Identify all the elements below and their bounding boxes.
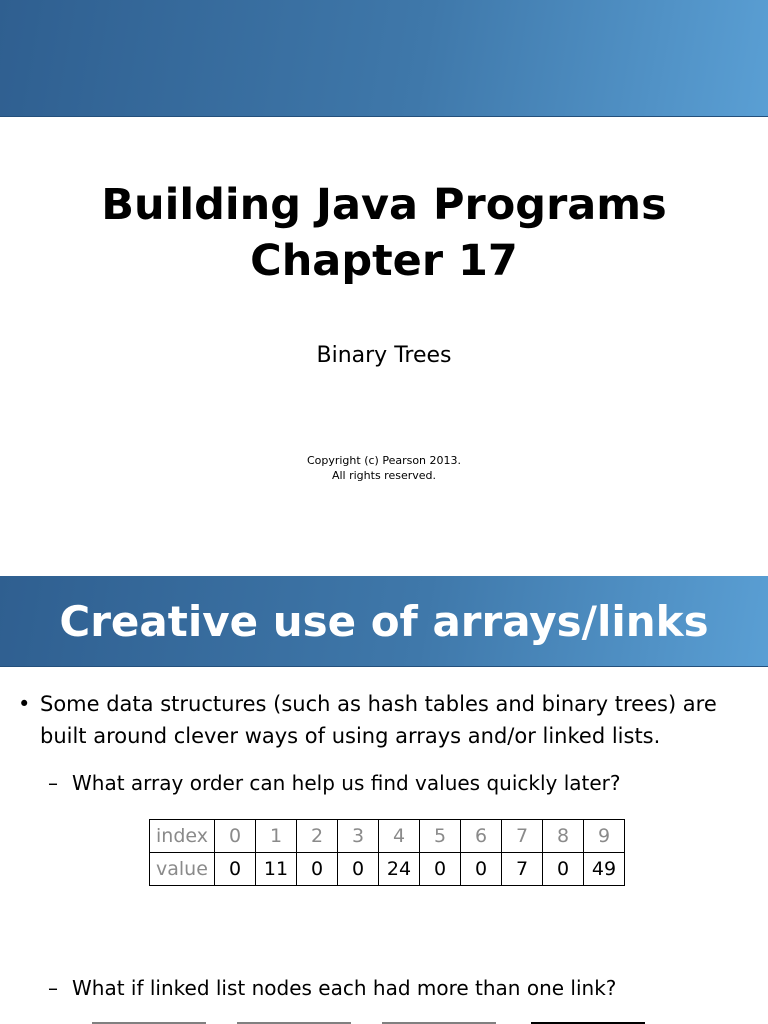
index-cell: 5: [419, 820, 460, 853]
dash-marker: –: [48, 771, 58, 795]
copyright-line2: All rights reserved.: [331, 469, 437, 482]
slide-header-banner: [0, 576, 768, 667]
value-cell: 0: [419, 853, 460, 886]
value-row: [150, 853, 625, 886]
value-cell: 0: [337, 853, 378, 886]
slide-title-line2: Chapter 17: [250, 236, 518, 286]
slide-gap: [0, 556, 768, 576]
slide-heading: Creative use of arrays/links: [59, 597, 709, 646]
bullet-text: Some data structures (such as hash tables and binary trees) are built around clever ways of using arrays and/or linked lists.: [40, 692, 717, 748]
index-cell: 0: [214, 820, 255, 853]
index-cell: 7: [501, 820, 542, 853]
index-cell: 2: [296, 820, 337, 853]
bullet-dot: •: [18, 692, 31, 716]
index-cell: 6: [460, 820, 501, 853]
slide-title-line1: Building Java Programs: [101, 180, 667, 230]
index-cell: 3: [337, 820, 378, 853]
value-cell: 11: [255, 853, 296, 886]
copyright-line1: Copyright (c) Pearson 2013.: [306, 454, 462, 467]
value-cell: 0: [460, 853, 501, 886]
dash-marker: –: [48, 976, 58, 1000]
index-cell: 4: [378, 820, 419, 853]
index-row: [150, 820, 625, 853]
index-cell: 8: [542, 820, 583, 853]
slide-content: [0, 576, 768, 1024]
value-label: value: [150, 853, 215, 886]
value-cell: 0: [542, 853, 583, 886]
index-cell: 1: [255, 820, 296, 853]
index-label: index: [150, 820, 215, 853]
value-cell: 24: [378, 853, 419, 886]
value-cell: 49: [583, 853, 624, 886]
value-cell: 7: [501, 853, 542, 886]
sub-bullet-text: What array order can help us find values quickly later?: [72, 771, 621, 795]
array-table: [149, 819, 625, 886]
value-cell: 0: [214, 853, 255, 886]
sub-bullet-text: What if linked list nodes each had more than one link?: [72, 976, 617, 1000]
slide-header-banner: [0, 0, 768, 117]
value-cell: 0: [296, 853, 337, 886]
slide-subtitle: Binary Trees: [316, 343, 452, 368]
index-cell: 9: [583, 820, 624, 853]
